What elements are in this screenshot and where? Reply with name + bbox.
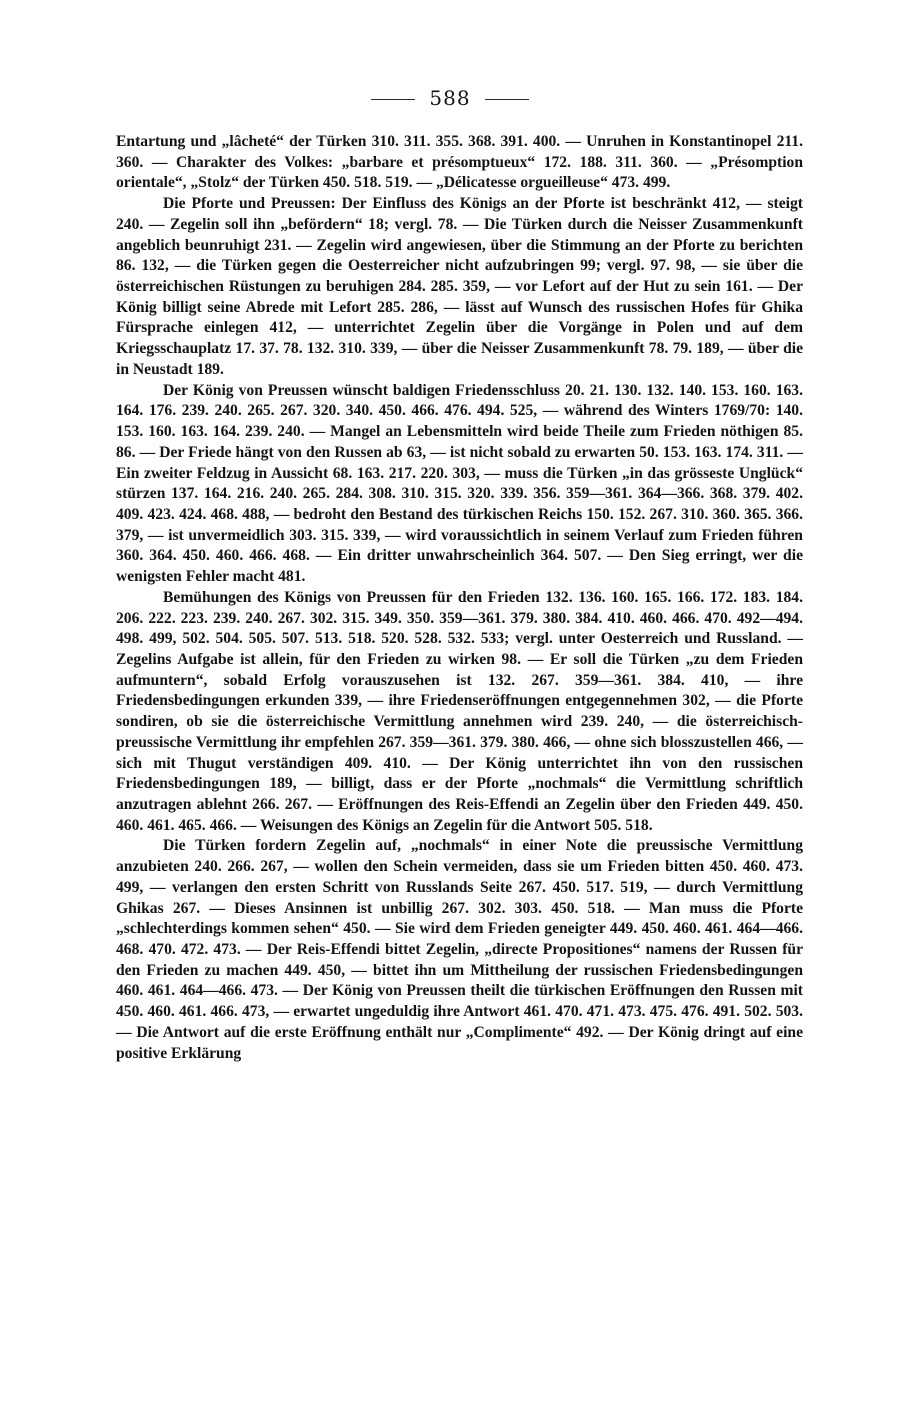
- page-header: [0, 86, 900, 110]
- paragraph-pforte-und-preussen: Die Pforte und Preussen: Der Einfluss des Königs an der Pforte ist beschränkt 412, — steigt 240. — Zegelin soll ihn „befördern“ 18; vergl. 78. — Die Türken durch die Neisser Zusammenkunft angeblich beunruhigt 231. — Zegelin wird angewiesen, über die Stimmung an der Pforte zu berichten 86. 132, — die Türken gegen die Oesterreicher nicht aufzubringen 99; vergl. 97. 98, — sie über die österreichischen Rüstungen zu beruhigen 284. 285. 359, — vor Lefort auf der Hut zu sein 161. — Der König billigt seine Abrede mit Lefort 285. 286, — lässt auf Wunsch des russischen Hofes für Ghika Fürsprache einlegen 412, — unterrichtet Zegelin über die Vorgänge in Polen und auf dem Kriegsschauplatz 17. 37. 78. 132. 310. 339, — über die Neisser Zusammenkunft 78. 79. 189, — über die in Neustadt 189.: [116, 195, 803, 378]
- index-text: [116, 132, 803, 1064]
- page-number: 588: [429, 86, 471, 110]
- paragraph-tuerken-charakter: Entartung und „lâcheté“ der Türken 310. 311. 355. 368. 391. 400. — Unruhen in Konstantinopel 211. 360. — Charakter des Volkes: „barbare et présomptueux“ 172. 188. 311. 360. — „Présomption orientale“, „Stolz“ der Türken 450. 518. 519. — „Délicatesse orgueilleuse“ 473. 499.: [116, 133, 803, 192]
- header-dash-right: [485, 99, 529, 100]
- header-dash-left: [371, 99, 415, 100]
- paragraph-friedensschluss: Der König von Preussen wünscht baldigen Friedensschluss 20. 21. 130. 132. 140. 153. 160. 163. 164. 176. 239. 240. 265. 267. 320. 340. 450. 466. 476. 494. 525, — während des Winters 1769/70: 140. 153. 160. 163. 164. 239. 240. — Mangel an Lebensmitteln wird beide Theile zum Frieden nöthigen 85. 86. — Der Friede hängt von den Russen ab 63, — ist nicht sobald zu erwarten 50. 153. 163. 174. 311. — Ein zweiter Feldzug in Aussicht 68. 163. 217. 220. 303, — muss die Türken „in das grösseste Unglück“ stürzen 137. 164. 216. 240. 265. 284. 308. 310. 315. 320. 339. 356. 359—361. 364—366. 368. 379. 402. 409. 423. 424. 468. 488, — bedroht den Bestand des türkischen Reichs 150. 152. 267. 310. 360. 365. 366. 379, — ist unvermeidlich 303. 315. 339, — wird voraussichtlich in seinem Verlauf zum Frieden führen 360. 364. 450. 460. 466. 468. — Ein dritter unwahrscheinlich 364. 507. — Den Sieg erringt, wer die wenigsten Fehler macht 481.: [116, 381, 803, 586]
- paragraph-bemuehungen-frieden: Bemühungen des Königs von Preussen für den Frieden 132. 136. 160. 165. 166. 172. 183. 184. 206. 222. 223. 239. 240. 267. 302. 315. 349. 350. 359—361. 379. 380. 384. 410. 460. 466. 470. 492—494. 498. 499, 502. 504. 505. 507. 513. 518. 520. 528. 532. 533; vergl. unter Oesterreich und Russland. — Zegelins Aufgabe ist allein, für den Frieden zu wirken 98. — Er soll die Türken „zu dem Frieden aufmuntern“, sobald Erfolg vorauszusehen ist 132. 267. 359—361. 384. 410, — ihre Friedensbedingungen erkunden 339, — ihre Friedenseröffnungen entgegennehmen 302, — die Pforte sondiren, ob sie die österreichische Vermittlung annehmen wird 239. 240, — die österreichisch-preussische Vermittlung ihr empfehlen 267. 359—361. 379. 380. 466, — ohne sich blosszustellen 466, — sich mit Thugut verständigen 409. 410. — Der König unterrichtet ihn von den russischen Friedensbedingungen 189, — billigt, dass er der Pforte „nochmals“ die Vermittlung schriftlich anzutragen ablehnt 266. 267. — Eröffnungen des Reis-Effendi an Zegelin über den Frieden 449. 450. 460. 461. 465. 466. — Weisungen des Königs an Zegelin für die Antwort 505. 518.: [116, 588, 803, 834]
- paragraph-tuerken-fordern-zegelin: Die Türken fordern Zegelin auf, „nochmals“ in einer Note die preussische Vermittlung anzubieten 240. 266. 267, — wollen den Schein vermeiden, dass sie um Frieden bitten 450. 460. 473. 499, — verlangen den ersten Schritt von Russlands Seite 267. 450. 517. 519, — durch Vermittlung Ghikas 267. — Dieses Ansinnen ist unbillig 267. 302. 303. 450. 518. — Man muss die Pforte „schlechterdings kommen sehen“ 450. — Sie wird dem Frieden geneigter 449. 450. 460. 461. 464—466. 468. 470. 472. 473. — Der Reis-Effendi bittet Zegelin, „directe Propositiones“ namens der Russen für den Frieden zu machen 449. 450, — bittet ihn um Mittheilung der russischen Friedensbedingungen 460. 461. 464—466. 473. — Der König von Preussen theilt die türkischen Eröffnungen den Russen mit 450. 460. 461. 466. 473, — erwartet ungeduldig ihre Antwort 461. 470. 471. 473. 475. 476. 491. 502. 503. — Die Antwort auf die erste Eröffnung enthält nur „Complimente“ 492. — Der König dringt auf eine positive Erklärung: [116, 837, 803, 1062]
